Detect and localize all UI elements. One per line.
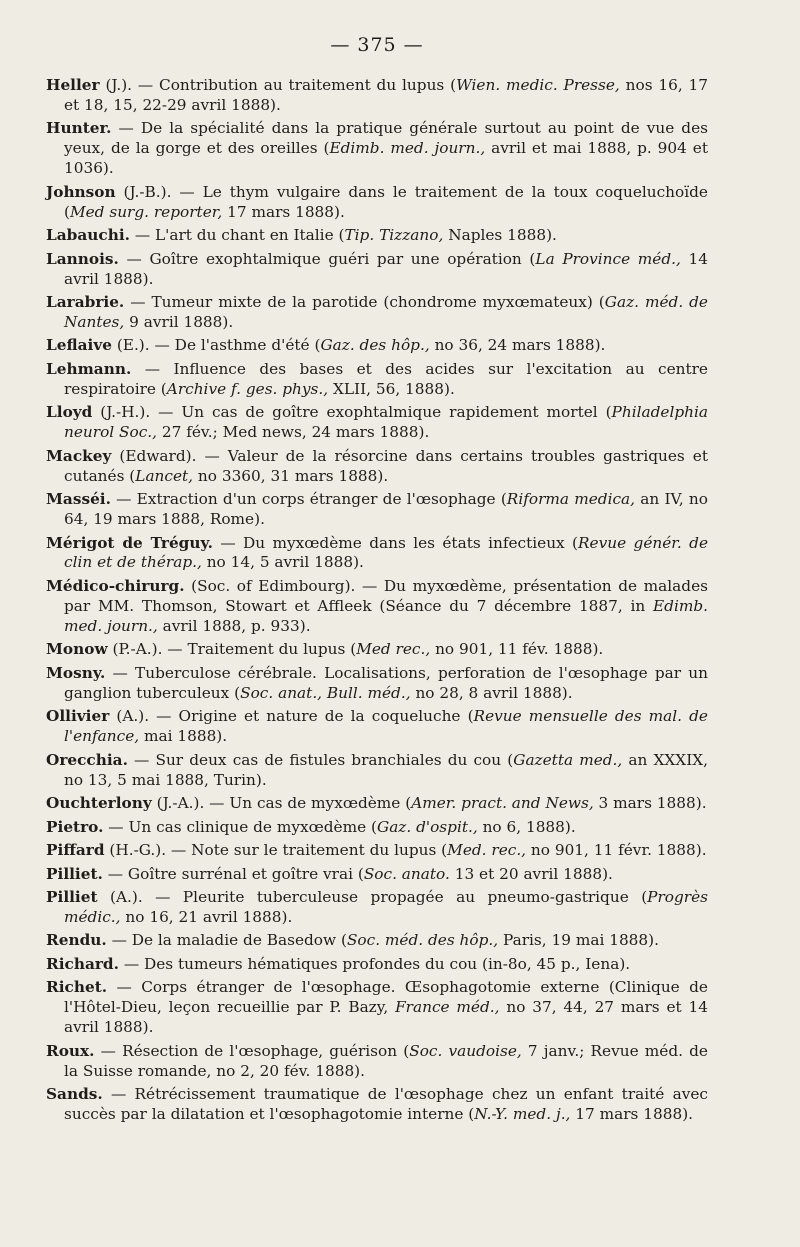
entry-initials: (J.-A.). <box>151 794 205 812</box>
entry-tail: 17 mars 1888). <box>222 202 345 221</box>
entry-author: Lloyd <box>46 403 93 422</box>
entry-author: Mackey <box>46 446 112 465</box>
entry-tail: 9 avril 1888). <box>124 312 234 331</box>
bibliography-entry <box>46 360 708 400</box>
entry-author: Mosny. <box>46 663 106 682</box>
entry-title: — Goître exophtalmique guéri par une opération ( <box>118 249 536 268</box>
entry-source: Gaz. d'ospit., <box>376 817 478 836</box>
entry-title: — Le thym vulgaire dans le traitement de la toux coqueluchoïde ( <box>64 182 708 221</box>
bibliography-entry <box>46 336 708 356</box>
entry-author: Mérigot de Tréguy. <box>46 533 213 552</box>
entry-tail: Paris, 19 mai 1888). <box>498 931 659 950</box>
entry-author: Ouchterlony <box>46 794 152 812</box>
entry-source: Soc. anat., Bull. méd., <box>240 683 411 702</box>
entry-source: Med surg. reporter, <box>69 202 223 221</box>
entry-author: Larabrie. <box>46 293 125 312</box>
bibliography-entry <box>46 1085 708 1125</box>
bibliography-entry <box>46 640 708 660</box>
entry-author: Piffard <box>46 841 105 859</box>
entry-source: Soc. méd. des hôp., <box>346 931 499 950</box>
entry-title: — Un cas de goître exophtalmique rapidement mortel ( <box>150 403 612 422</box>
entry-source: N.-Y. med. j., <box>474 1105 571 1124</box>
entry-source: Amer. pract. and News, <box>411 794 594 812</box>
entry-source: Wien. medic. Presse, <box>456 76 620 94</box>
entry-source: Tip. Tizzano, <box>344 226 444 245</box>
entry-title: — Tumeur mixte de la parotide (chondrome myxœmateux) ( <box>124 293 605 312</box>
entry-tail: no 3360, 31 mars 1888). <box>193 466 389 485</box>
entry-title: — Du myxœdème dans les états infectieux ( <box>212 533 579 552</box>
bibliography-entry <box>46 403 708 443</box>
entry-title: — De la spécialité dans la pratique générale surtout au point de vue des yeux, de la gorge et des oreilles ( <box>64 119 708 158</box>
bibliography-entry <box>46 707 708 747</box>
entry-tail: an IV, no 64, 19 mars 1888, Rome). <box>64 490 708 529</box>
entry-initials: (J.-B.). <box>115 182 172 201</box>
bibliography-entry <box>46 447 708 487</box>
entry-initials: (A.). <box>97 888 143 906</box>
entry-source: Soc. vaudoise, <box>409 1041 522 1060</box>
entry-tail: no 36, 24 mars 1888). <box>429 336 606 355</box>
entry-source: Revue génér. de clin et de thérap., <box>64 533 708 572</box>
entry-author: Lehmann. <box>46 359 132 378</box>
entry-title: — De la maladie de Basedow ( <box>106 931 347 950</box>
entry-title: — Extraction d'un corps étranger de l'œsophage ( <box>110 490 507 509</box>
bibliography-list <box>46 76 708 1125</box>
entry-author: Heller <box>46 76 100 94</box>
entry-tail: avril 1888, p. 933). <box>157 616 311 635</box>
entry-tail: no 6, 1888). <box>477 817 576 836</box>
bibliography-entry <box>46 250 708 290</box>
bibliography-entry <box>46 955 708 975</box>
entry-author: Hunter. <box>46 119 112 138</box>
bibliography-entry <box>46 293 708 333</box>
entry-author: Masséi. <box>46 490 111 509</box>
entry-tail: nos 16, 17 et 18, 15, 22-29 avril 1888). <box>64 76 708 114</box>
entry-source: Gazetta med., <box>513 750 623 769</box>
entry-source: La Province méd., <box>535 249 681 268</box>
bibliography-entry <box>46 76 708 116</box>
entry-title: — Corps étranger de l'œsophage. Œsophagotomie externe (Clinique de l'Hôtel-Dieu, leçon recueillie par P. Bazy, <box>64 978 708 1017</box>
entry-tail: no 901, 11 févr. 1888). <box>526 841 707 859</box>
bibliography-entry <box>46 664 708 704</box>
bibliography-entry <box>46 119 708 179</box>
entry-title: — Goître surrénal et goître vrai ( <box>102 864 364 883</box>
entry-title: — Valeur de la résorcine dans certains troubles gastriques et cutanés ( <box>64 446 708 485</box>
entry-tail: no 14, 5 avril 1888). <box>201 553 364 572</box>
bibliography-entry <box>46 888 708 928</box>
entry-author: Pietro. <box>46 817 104 836</box>
entry-title: — Influence des bases et des acides sur l'excitation au centre respiratoire ( <box>64 359 708 398</box>
entry-title: — Sur deux cas de fistules branchiales du cou ( <box>127 750 514 769</box>
entry-source: Archive f. ges. phys., <box>166 379 329 398</box>
entry-source: Lancet, <box>135 466 194 485</box>
entry-initials: (E.). <box>111 336 150 355</box>
bibliography-entry <box>46 490 708 530</box>
bibliography-entry <box>46 534 708 574</box>
entry-title: — L'art du chant en Italie ( <box>129 226 345 245</box>
entry-tail: 3 mars 1888). <box>593 794 707 812</box>
entry-tail: no 901, 11 fév. 1888). <box>430 640 604 659</box>
entry-title: — Résection de l'œsophage, guérison ( <box>94 1041 410 1060</box>
entry-title: — Origine et nature de la coqueluche ( <box>149 707 474 726</box>
entry-source: France méd., <box>395 998 500 1017</box>
entry-tail: no 37, 44, 27 mars et 14 avril 1888). <box>64 998 708 1037</box>
entry-tail: Naples 1888). <box>443 226 557 245</box>
entry-author: Richard. <box>46 954 119 973</box>
entry-source: Riforma medica, <box>506 490 636 509</box>
entry-title: — Tuberculose cérébrale. Localisations, perforation de l'œsophage par un ganglion tuberculeux ( <box>64 663 708 702</box>
entry-initials: (Soc. of Edimbourg). <box>184 576 356 595</box>
bibliography-entry <box>46 794 708 814</box>
entry-title: — Pleurite tuberculeuse propagée au pneumo-gastrique ( <box>142 888 648 906</box>
entry-tail: no 16, 21 avril 1888). <box>120 907 293 926</box>
entry-author: Roux. <box>46 1041 95 1060</box>
entry-title: — Contribution au traitement du lupus ( <box>132 76 457 94</box>
entry-title: — Du myxœdème, présentation de malades par MM. Thomson, Stowart et Affleek (Séance du 7 décembre 1887, in <box>64 576 708 615</box>
entry-tail: XLII, 56, 1888). <box>328 379 455 398</box>
entry-title: — Un cas clinique de myxœdème ( <box>103 817 377 836</box>
entry-tail: mai 1888). <box>139 727 228 746</box>
bibliography-entry <box>46 751 708 791</box>
bibliography-entry <box>46 978 708 1038</box>
entry-author: Rendu. <box>46 931 107 950</box>
bibliography-entry <box>46 931 708 951</box>
entry-tail: 14 avril 1888). <box>64 249 708 288</box>
entry-tail: 13 et 20 avril 1888). <box>449 864 613 883</box>
entry-title: — Un cas de myxœdème ( <box>204 794 412 812</box>
entry-source: Soc. anato. <box>363 864 450 883</box>
entry-initials: (J.). <box>99 76 133 94</box>
entry-title: — Note sur le traitement du lupus ( <box>166 841 448 859</box>
entry-author: Richet. <box>46 978 108 997</box>
entry-author: Ollivier <box>46 707 110 726</box>
entry-author: Sands. <box>46 1085 103 1104</box>
entry-source: Med rec., <box>356 640 431 659</box>
entry-initials: (P.-A.). <box>107 640 163 659</box>
entry-tail: 7 janv.; Revue méd. de la Suisse romande, no 2, 20 fév. 1888). <box>64 1041 708 1080</box>
entry-author: Pilliet. <box>46 864 103 883</box>
entry-tail: an XXXIX, no 13, 5 mai 1888, Turin). <box>64 750 708 789</box>
entry-author: Orecchia. <box>46 750 128 769</box>
entry-tail: 27 fév.; Med news, 24 mars 1888). <box>157 423 430 442</box>
entry-tail: no 28, 8 avril 1888). <box>410 683 573 702</box>
entry-author: Leflaive <box>46 336 112 355</box>
entry-author: Labauchi. <box>46 226 130 245</box>
entry-initials: (H.-G.). <box>104 841 167 859</box>
entry-author: Johnson <box>46 182 116 201</box>
entry-title: — Rétrécissement traumatique de l'œsophage chez un enfant traité avec succès par la dilatation et l'œsophagotomie interne ( <box>64 1085 708 1124</box>
entry-title: — Des tumeurs hématiques profondes du cou (in-8o, 45 p., Iena). <box>118 954 631 973</box>
entry-tail: 17 mars 1888). <box>570 1105 694 1124</box>
entry-author: Pilliet <box>46 888 98 906</box>
bibliography-entry <box>46 1042 708 1082</box>
page-number: — 375 — <box>330 34 424 56</box>
bibliography-entry <box>46 577 708 637</box>
entry-source: Med. rec., <box>447 841 527 859</box>
bibliography-entry <box>46 841 708 861</box>
entry-source: Revue mensuelle des mal. de l'enfance, <box>64 707 708 746</box>
entry-source: Gaz. des hôp., <box>320 336 430 355</box>
entry-author: Lannois. <box>46 249 119 268</box>
entry-source: Edimb. med. journ., <box>329 139 486 158</box>
entry-initials: (A.). <box>109 707 150 726</box>
entry-title: — Traitement du lupus ( <box>162 640 357 659</box>
entry-initials: (Edward). <box>111 446 197 465</box>
bibliography-entry <box>46 183 708 223</box>
bibliography-entry <box>46 865 708 885</box>
entry-tail: avril et mai 1888, p. 904 et 1036). <box>64 139 708 178</box>
entry-author: Médico-chirurg. <box>46 576 185 595</box>
entry-source: Progrès médic., <box>64 888 708 926</box>
entry-author: Monow <box>46 640 108 659</box>
entry-title: — De l'asthme d'été ( <box>149 336 321 355</box>
entry-initials: (J.-H.). <box>92 403 151 422</box>
bibliography-entry <box>46 818 708 838</box>
entry-source: Edimb. med. journ., <box>64 596 708 635</box>
bibliography-entry <box>46 226 708 246</box>
entry-source: Gaz. méd. de Nantes, <box>64 293 708 331</box>
entry-source: Philadelphia neurol Soc., <box>64 403 708 442</box>
